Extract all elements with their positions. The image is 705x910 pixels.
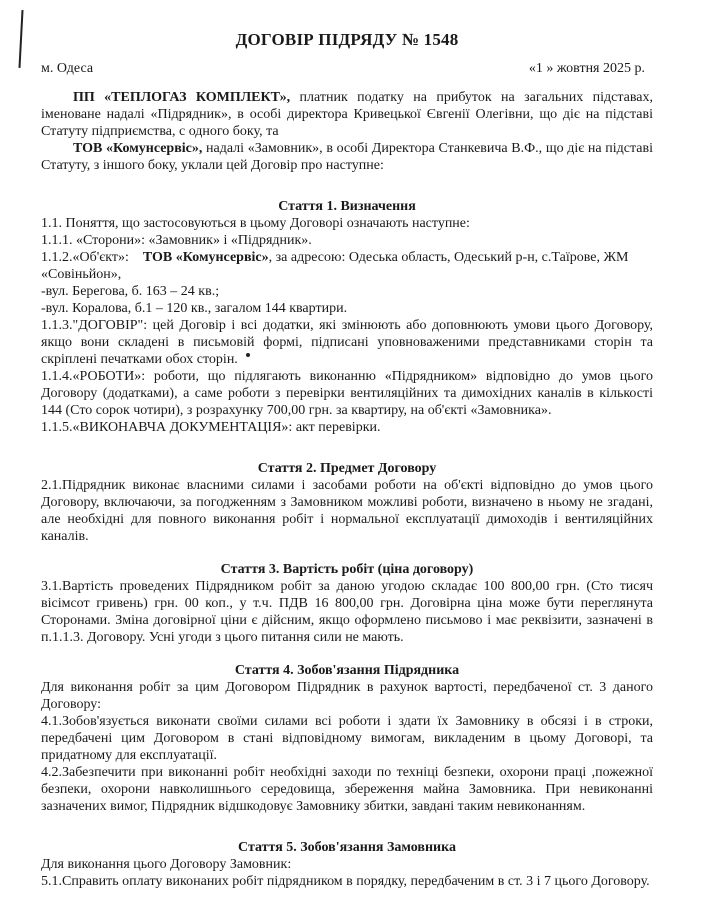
ink-dot — [246, 353, 250, 357]
contractor-text: платник податку на прибуток на загальних підставах, іменоване надалі «Підрядник», в особі директора Кривецької Євгенії Олегівни, що діє на підставі Статуту підприємства, с одного боку, та — [41, 90, 653, 139]
clause-1-1-4: 1.1.4.«РОБОТИ»: роботи, що підлягають виконанню «Підрядником» відповідно до умов цього Договору (додатками), а саме роботи з перевірки вентиляційних та димохідних каналів в кількості 144 (Сто сорок чотири), з розрахунку 700,00 грн. за квартиру, на об'єкті «Замовника». — [41, 369, 653, 418]
article-3 — [41, 561, 653, 646]
clause-1-1-2 — [41, 249, 653, 283]
clause-1-1-2-prefix: 1.1.2.«Об'єкт»: — [41, 250, 143, 265]
customer-text: надалі «Замовник», в особі Директора Станкевича В.Ф., що діє на підставі Статуту, з іншого боку, уклали цей Договір про наступне: — [41, 141, 653, 173]
clause-3-1: 3.1.Вартість проведених Підрядником робіт за даною угодою складає 100 800,00 грн. (Сто тисяч вісімсот гривень) грн. 00 коп., у т.ч. ПДВ 16 800,00 грн. Договірна ціна може бути переглянута Сторонами. Зміна договірної ціни є дійсним, якщо оформлено письмово і має реквізити, зазначені в п.1.1.3. Договору. Усні угоди з цього питання сили не мають. — [41, 579, 653, 645]
article-4-intro: Для виконання робіт за цим Договором Підрядник в рахунок вартості, передбаченої ст. 3 даного Договору: — [41, 680, 653, 712]
document-city: м. Одеса — [41, 61, 94, 76]
preamble-contractor — [41, 89, 653, 140]
preamble — [41, 89, 653, 174]
article-2 — [41, 460, 653, 545]
clause-1-1: 1.1. Поняття, що застосовуються в цьому Договорі означають наступне: — [41, 216, 470, 231]
article-1-heading: Стаття 1. Визначення — [278, 199, 416, 214]
address-line-2: -вул. Коралова, б.1 – 120 кв., загалом 144 квартири. — [41, 301, 348, 316]
object-address: , за адресою: Одеська область, Одеський р-н, с.Таїрове, ЖМ «Совіньйон», — [41, 250, 629, 282]
preamble-customer — [41, 140, 653, 174]
article-3-heading: Стаття 3. Вартість робіт (ціна договору) — [220, 562, 474, 577]
document-date: «1 » жовтня 2025 р. — [528, 61, 645, 76]
clause-5-1: 5.1.Справить оплату виконаних робіт підрядником в порядку, передбаченим в ст. 3 і 7 цього Договору. — [41, 874, 650, 889]
clause-1-1-1: 1.1.1. «Сторони»: «Замовник» і «Підрядник». — [41, 233, 312, 248]
article-4 — [41, 662, 653, 815]
city-date-row — [41, 60, 645, 77]
article-2-heading: Стаття 2. Предмет Договору — [257, 461, 437, 476]
clause-4-2: 4.2.Забезпечити при виконанні робіт необхідні заходи по техніці безпеки, охорони праці ,пожежної безпеки, охорони навколишнього середовища, збереження майна Замовника. При невиконанні зазначених вимог, Підрядник відшкодовує Замовнику збитки, завдані таким невиконанням. — [41, 765, 653, 814]
article-5-heading: Стаття 5. Зобов'язання Замовника — [238, 840, 456, 855]
clause-1-1-3-text: 1.1.3."ДОГОВІР": цей Договір і всі додатки, які змінюють або доповнюють умови цього Договору, якщо вони складені в письмовій формі, підписані уповноваженими представниками сторін та скріплені печатками обох сторін. — [41, 318, 653, 367]
article-5 — [41, 839, 653, 890]
clause-4-1: 4.1.Зобов'язується виконати своїми силами всі роботи і здати їх Замовнику в обсязі і в строки, передбачені цим Договором в стані відповідному вимогам, викладеним в цьому Договорі, та придатному для експлуатації. — [41, 714, 653, 763]
contractor-name: ПП «ТЕПЛОГАЗ КОМПЛЕКТ», — [73, 90, 291, 105]
clause-1-1-3 — [41, 317, 653, 368]
article-4-heading: Стаття 4. Зобов'язання Підрядника — [234, 663, 460, 678]
article-5-intro: Для виконання цього Договору Замовник: — [41, 857, 292, 872]
object-company: ТОВ «Комунсервіс» — [142, 250, 269, 265]
clause-2-1: 2.1.Підрядник виконає власними силами і засобами роботи на об'єкті відповідно до умов цього Договору, включаючи, за погодженням з Замовником можливі роботи, визначено в ньому не згадані, але необхідні для повного виконання робіт і нормальної експлуатації димоходів і вентиляційних каналів. — [41, 478, 653, 544]
clause-1-1-5: 1.1.5.«ВИКОНАВЧА ДОКУМЕНТАЦІЯ»: акт перевірки. — [41, 420, 381, 435]
address-line-1: -вул. Берегова, б. 163 – 24 кв.; — [41, 284, 220, 299]
document-title: ДОГОВІР ПІДРЯДУ № 1548 — [235, 30, 459, 49]
customer-name: ТОВ «Комунсервіс», — [73, 141, 203, 156]
article-1 — [41, 198, 653, 436]
